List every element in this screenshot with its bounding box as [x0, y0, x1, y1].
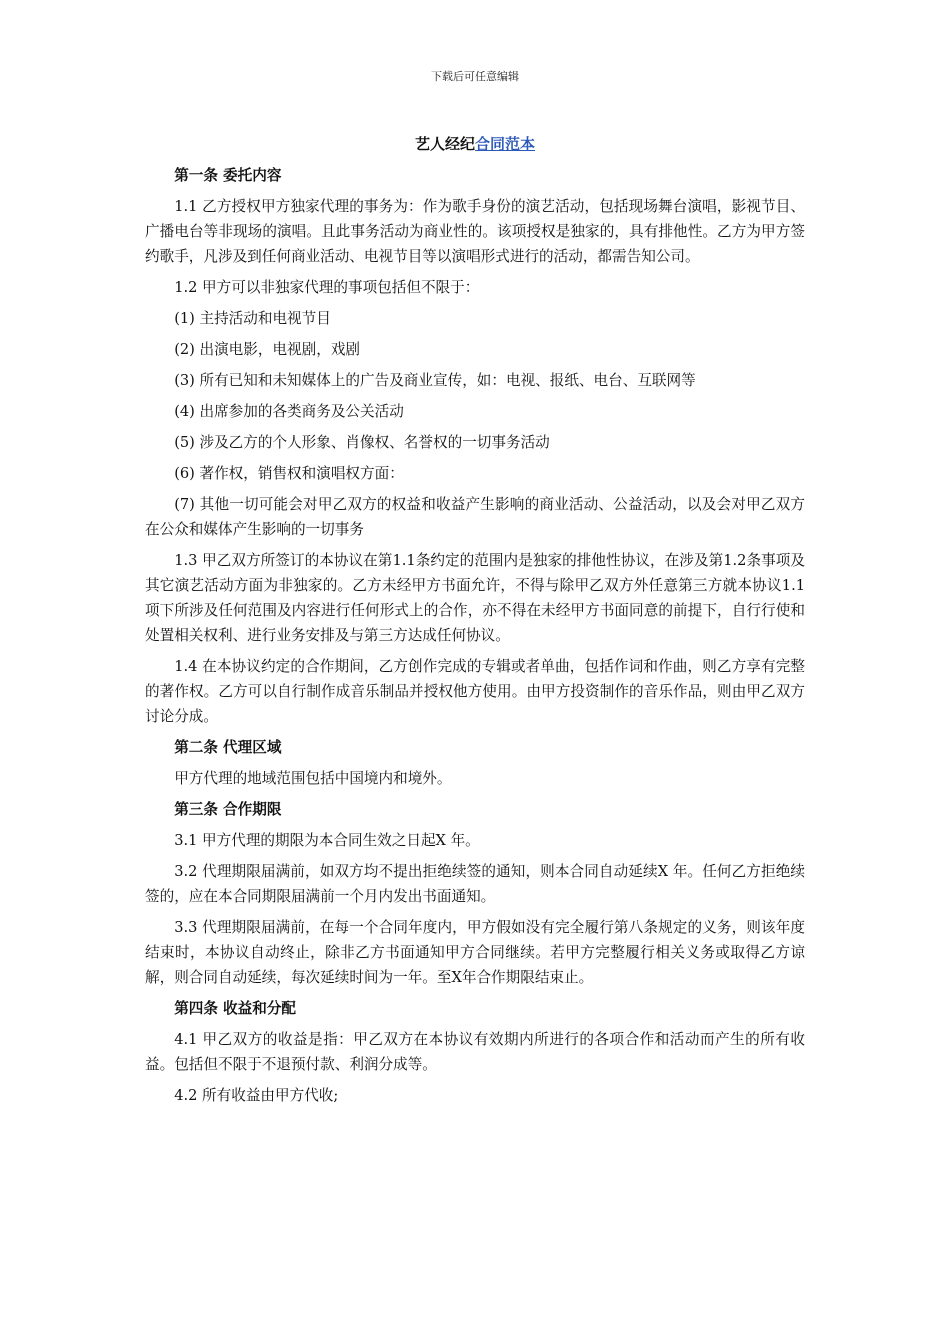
paragraph: (1) 主持活动和电视节目 — [174, 310, 331, 327]
paragraph: 3.3 代理期限届满前，在每一个合同年度内，甲方假如没有完全履行第八条规定的义务，则该年度结束时，本协议自动终止，除非乙方书面通知甲方合同继续。若甲方完整履行相关义务或取得乙方谅解，则合同自动延续，每次延续时间为一年。至X年合作期限结束止。 — [145, 919, 805, 986]
document-title — [0, 133, 950, 154]
page-header: 下载后可任意编辑 — [431, 70, 519, 83]
paragraph: 3.1 甲方代理的期限为本合同生效之日起X 年。 — [174, 832, 480, 849]
paragraph: 3.2 代理期限届满前，如双方均不提出拒绝续签的通知，则本合同自动延续X 年。任何乙方拒绝续签的，应在本合同期限届满前一个月内发出书面通知。 — [145, 863, 805, 905]
paragraph: (7) 其他一切可能会对甲乙双方的权益和收益产生影响的商业活动、公益活动，以及会对甲乙双方在公众和媒体产生影响的一切事务 — [145, 496, 805, 538]
title-link[interactable]: 合同范本 — [475, 135, 536, 153]
paragraph: (6) 著作权，销售权和演唱权方面： — [174, 465, 404, 482]
document-body — [145, 163, 805, 1114]
section-heading: 第一条 委托内容 — [174, 167, 282, 184]
paragraph: 4.1 甲乙双方的收益是指：甲乙双方在本协议有效期内所进行的各项合作和活动而产生的所有收益。包括但不限于不退预付款、利润分成等。 — [145, 1031, 805, 1073]
paragraph: (2) 出演电影，电视剧，戏剧 — [174, 341, 361, 358]
section-heading: 第三条 合作期限 — [174, 801, 282, 818]
section-heading: 第二条 代理区域 — [174, 739, 282, 756]
paragraph: 1.4 在本协议约定的合作期间，乙方创作完成的专辑或者单曲，包括作词和作曲，则乙方享有完整的著作权。乙方可以自行制作成音乐制品并授权他方使用。由甲方投资制作的音乐作品，则由甲乙双方讨论分成。 — [145, 658, 805, 725]
paragraph: 4.2 所有收益由甲方代收; — [174, 1087, 339, 1104]
paragraph: 1.3 甲乙双方所签订的本协议在第1.1条约定的范围内是独家的排他性协议，在涉及第1.2条事项及其它演艺活动方面为非独家的。乙方未经甲方书面允许，不得与除甲乙双方外任意第三方就本协议1.1项下所涉及任何范围及内容进行任何形式上的合作，亦不得在未经甲方书面同意的前提下，自行行使和处置相关权利、进行业务安排及与第三方达成任何协议。 — [145, 552, 805, 644]
title-text: 艺人经纪 — [414, 135, 475, 153]
section-heading: 第四条 收益和分配 — [174, 1000, 297, 1017]
paragraph: (5) 涉及乙方的个人形象、肖像权、名誉权的一切事务活动 — [174, 434, 550, 451]
paragraph: (4) 出席参加的各类商务及公关活动 — [174, 403, 404, 420]
paragraph: 1.1 乙方授权甲方独家代理的事务为：作为歌手身份的演艺活动，包括现场舞台演唱，影视节目、广播电台等非现场的演唱。且此事务活动为商业性的。该项授权是独家的，具有排他性。乙方为甲方签约歌手，凡涉及到任何商业活动、电视节目等以演唱形式进行的活动，都需告知公司。 — [145, 198, 805, 265]
paragraph: 1.2 甲方可以非独家代理的事项包括但不限于： — [174, 279, 480, 296]
paragraph: 甲方代理的地域范围包括中国境内和境外。 — [174, 770, 452, 787]
paragraph: (3) 所有已知和未知媒体上的广告及商业宣传，如：电视、报纸、电台、互联网等 — [174, 372, 696, 389]
